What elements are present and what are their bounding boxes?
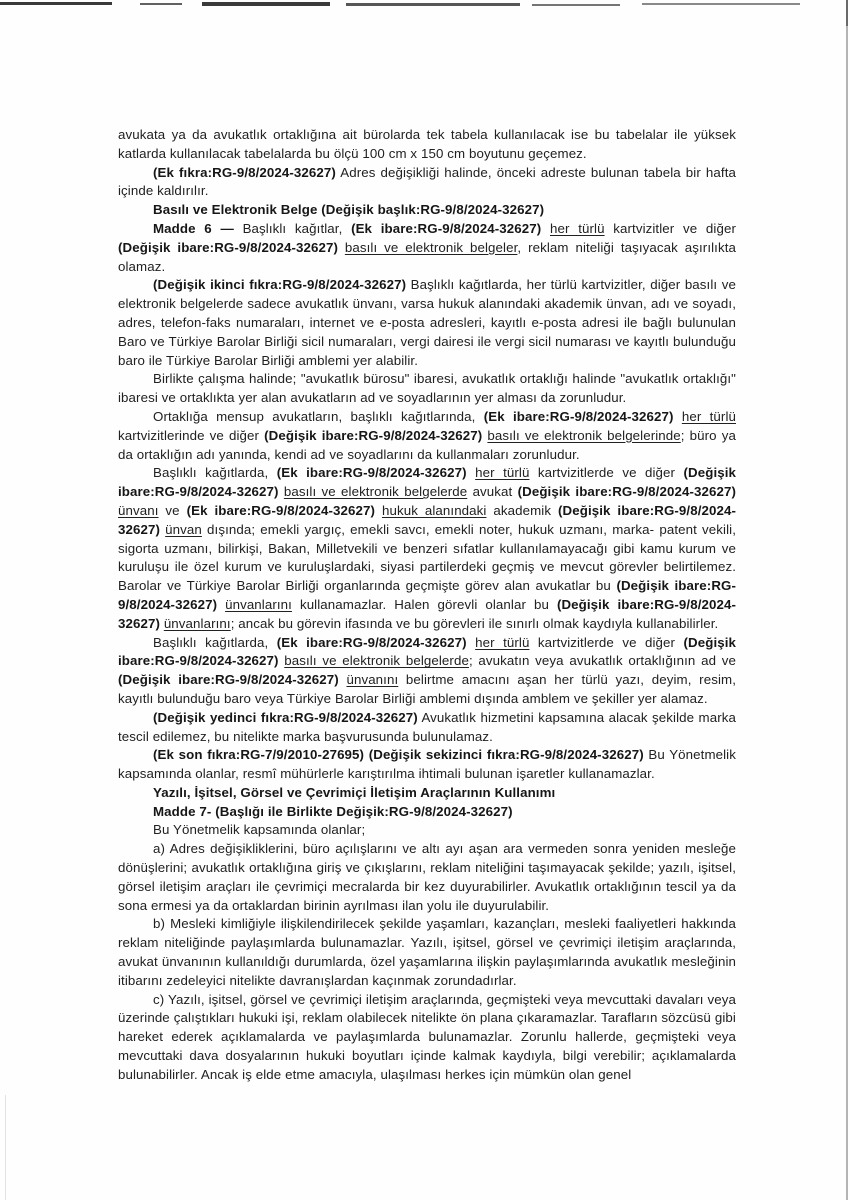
text-run: (Değişik yedinci fıkra:RG-9/8/2024-32627) — [153, 709, 418, 725]
text-run: Basılı ve Elektronik Belge (Değişik başlık:RG-9/8/2024-32627) — [153, 202, 545, 218]
text-run: kartvizitlerde ve diğer — [529, 465, 684, 481]
scan-artifact-left-bottom-edge — [5, 1095, 6, 1200]
scan-artifact-top-dash — [346, 3, 520, 6]
text-run: c) Yazılı, işitsel, görsel ve çevrimiçi iletişim araçlarında, geçmişteki veya mevcuttaki davaları veya üzerinde çalıştıkları hukuki işi, reklam olabilecek nitelikte ön plana çıkaramazlar. Tarafların sözcüsü gibi hareket ederek açıklamalarda ve paylaşımlarda bulunamazlar. Zorunlu hallerde, geçmişteki veya mevcuttaki dava dosyalarının hukuki boyutları içinde kalmak kaydıyla, bilgi verebilir; açıklamalarda bulunabilirler. Ancak iş elde etme amacıyla, ulaşılması herkes için mümkün olan genel — [118, 991, 736, 1082]
text-run — [467, 465, 475, 480]
text-run: kartvizitler ve diğer — [604, 220, 736, 236]
paragraph-ek-son-fikra — [118, 746, 736, 784]
scan-artifact-top-dash — [642, 3, 800, 5]
text-run: Başlıklı kağıtlarda, — [153, 634, 277, 650]
text-run: Bu Yönetmelik kapsamında olanlar; — [153, 822, 366, 838]
text-run: basılı ve elektronik belgeler — [344, 239, 518, 255]
text-run: ünvan — [165, 521, 202, 537]
scan-artifact-top-dash — [140, 3, 182, 5]
scan-artifact-top-dash — [0, 2, 112, 5]
paragraph-baslikli-kagitlarda-amblem — [118, 634, 736, 709]
paragraph-madde-7-b — [118, 915, 736, 990]
scan-artifact-right-edge-top — [846, 0, 848, 26]
text-run — [375, 503, 382, 518]
text-run: Ortaklığa mensup avukatların, başlıklı kağıtlarında, — [153, 408, 484, 424]
text-run: , reklam niteliği taşıyacak aşırılıkta olamaz. — [118, 239, 737, 274]
text-run: ; büro ya da ortaklığın adı yanında, kendi ad ve soyadlarını da kullanmaları zorunludur. — [118, 427, 736, 462]
text-run: Başlıklı kağıtlar, — [242, 220, 352, 236]
text-run: (Ek ibare:RG-9/8/2024-32627) — [276, 634, 467, 650]
text-run — [467, 635, 475, 650]
text-run: hukuk alanındaki — [381, 502, 487, 518]
text-run: ünvanını — [346, 672, 399, 688]
paragraph-madde-7-a — [118, 840, 736, 915]
text-run — [541, 221, 550, 236]
text-run: ünvanlarını — [163, 615, 231, 631]
heading-yazili-isitsel-gorsel — [118, 784, 736, 803]
text-run: (Ek ibare:RG-9/8/2024-32627) — [276, 465, 467, 481]
text-run — [217, 597, 225, 612]
text-run: (Değişik ibare:RG-9/8/2024-32627) — [517, 484, 736, 500]
text-run: her türlü — [550, 220, 605, 236]
paragraph-madde-7-c — [118, 991, 736, 1085]
scan-artifact-right-edge — [846, 0, 848, 1200]
text-run: Yazılı, İşitsel, Görsel ve Çevrimiçi İletişim Araçlarının Kullanımı — [153, 784, 556, 800]
text-run: her türlü — [475, 465, 530, 481]
text-run: avukat — [467, 484, 518, 500]
document-body — [118, 126, 736, 1085]
paragraph-birlikte-calisma — [118, 370, 736, 408]
text-run: Başlıklı kağıtlarda, her türlü kartvizitler, diğer basılı ve elektronik belgelerde sadece avukatlık ünvanı, varsa hukuk alanındaki akademik ünvan, adı ve soyadı, adres, telefon-faks numaraları, internet ve e-posta adresleri, kayıtlı e-posta adresi ile bağlı bulunulan Baro ve Türkiye Barolar Birliği sicil numaraları, vergi dairesi ile vergi sicil numarası ve kayıtlı bulunduğu baro ile Türkiye Barolar Birliği amblemi yer alabilir. — [118, 277, 736, 368]
text-run: (Ek fıkra:RG-9/8/2024-32627) — [153, 164, 336, 180]
text-run: a) Adres değişikliklerini, büro açılışlarını ve altı ayı aşan ara vermeden sonra yeniden mesleğe dönüşlerini; avukatlık ortaklığına giriş ve çıkışlarını, reklam niteliğini taşımayacak şekilde; yazılı, işitsel, görsel iletişim araçları ile çevrimiçi mecralarda bir kez duyurabilirler. Avukatlık ortaklığının tescil ya da sona ermesi ya da ortaklardan birinin ayrılması ilan yolu ile duyurulabilir. — [118, 841, 736, 913]
text-run: Madde 6 — — [153, 220, 243, 236]
text-run: ve — [158, 502, 187, 518]
text-run: (Değişik ibare:RG-9/8/2024-32627) — [118, 465, 737, 500]
text-run: Bu Yönetmelik kapsamında olanlar, resmî mühürlerle karıştırılma ihtimali bulunan işaretler kullanamazlar. — [118, 747, 736, 782]
paragraph-ortakliga-mensup — [118, 408, 736, 464]
text-run: (Değişik ikinci fıkra:RG-9/8/2024-32627) — [153, 277, 407, 293]
text-run: (Değişik ibare:RG-9/8/2024-32627) — [118, 596, 737, 631]
text-run: belirtme amacını aşan her türlü yazı, deyim, resim, kayıtlı bulunduğu baro veya Türkiye Barolar Birliği amblemi dışında amblem ve şekiller yer alamaz. — [118, 672, 736, 706]
text-run — [338, 240, 345, 255]
text-run: kartvizitlerde ve diğer — [529, 634, 684, 650]
paragraph-degisik-yedinci-fikra — [118, 709, 736, 747]
text-run: akademik — [486, 502, 558, 518]
text-run: (Değişik ibare:RG-9/8/2024-32627) — [118, 239, 338, 255]
text-run: ; avukatın veya avukatlık ortaklığının ad ve — [468, 653, 736, 669]
text-run: kullanamazlar. Halen görevli olanlar bu — [291, 596, 557, 612]
text-run: ünvanı — [118, 502, 159, 518]
heading-madde-7 — [118, 803, 736, 822]
paragraph-degisik-ikinci-fikra — [118, 276, 736, 370]
heading-basili-ve-elektronik-belge — [118, 201, 736, 220]
scan-artifact-top-dash — [202, 2, 330, 6]
text-run: (Ek ibare:RG-9/8/2024-32627) — [351, 220, 542, 236]
text-run: Adres değişikliği halinde, önceki adreste bulunan tabela bir hafta içinde kaldırılır. — [118, 164, 736, 199]
text-run: Avukatlık hizmetini kapsamına alacak şekilde marka tescil edilemez, bu nitelikte marka başvurusunda bulunulamaz. — [118, 709, 736, 744]
text-run: (Değişik ibare:RG-9/8/2024-32627) — [118, 578, 736, 612]
text-run: ; ancak bu görevin ifasında ve bu görevleri ile sınırlı olmak kaydıyla kullanabilirler. — [230, 615, 719, 631]
text-run: (Ek ibare:RG-9/8/2024-32627) — [483, 408, 674, 424]
text-run: b) Mesleki kimliğiyle ilişkilendirilecek şekilde yaşamları, kazançları, mesleki faaliyetleri hakkında reklam niteliğinde paylaşımlarda bulunamazlar. Yazılı, işitsel, görsel ve çevrimiçi iletişim araçlarında, avukat ünvanının kullanıldığı durumlarda, özel yaşamlarına ilişkin paylaşımlarında avukatlık mesleğinin itibarını zedeleyici nitelikte davranışlardan kaçınmak zorundadırlar. — [118, 916, 736, 988]
text-run: avukata ya da avukatlık ortaklığına ait bürolarda tek tabela kullanılacak ise bu tabelalar ile yüksek katlarda kullanılacak tabelalarda bu ölçü 100 cm x 150 cm boyutunu geçemez. — [118, 127, 736, 161]
paragraph-bu-yonetmelik-kapsaminda — [118, 821, 736, 840]
text-run: (Ek son fıkra:RG-7/9/2010-27695) (Değişik sekizinci fıkra:RG-9/8/2024-32627) — [153, 747, 644, 763]
text-run: Madde 7- (Başlığı ile Birlikte Değişik:RG-9/8/2024-32627) — [153, 803, 513, 819]
text-run: basılı ve elektronik belgelerinde — [487, 427, 681, 443]
text-run — [674, 409, 682, 424]
text-run: her türlü — [475, 634, 530, 650]
paragraph-ek-fikra-adres — [118, 164, 736, 202]
text-run: ünvanlarını — [225, 596, 292, 612]
text-run: kartvizitlerinde ve diğer — [118, 427, 265, 443]
text-run: (Değişik ibare:RG-9/8/2024-32627) — [118, 634, 737, 669]
text-run: (Değişik ibare:RG-9/8/2024-32627) — [264, 427, 483, 443]
paragraph-baslikli-kagitlarda-unvanlar — [118, 464, 736, 633]
text-run: dışında; emekli yargıç, emekli savcı, emekli noter, hukuk uzmanı, marka- patent vekili, sigorta uzmanı, bilirkişi, Bakan, Milletvekili ve benzeri sıfatlar kullanılamayacağı gibi kamu kurum ve kuruluşu ile özel kurum ve kuruluşlardaki, siyasi partilerdeki geçmiş ve mevcut görevler belirtilemez. Barolar ve Türkiye Barolar Birliği organlarında geçmişte görev alan avukatlar bu — [118, 521, 736, 594]
paragraph-continuation-tabela — [118, 126, 736, 164]
text-run: Başlıklı kağıtlarda, — [153, 465, 277, 481]
text-run: (Ek ibare:RG-9/8/2024-32627) — [186, 502, 376, 518]
text-run: basılı ve elektronik belgelerde — [283, 484, 468, 500]
scan-artifact-top-dash — [532, 4, 620, 6]
text-run: Birlikte çalışma halinde; "avukatlık bürosu" ibaresi, avukatlık ortaklığı halinde "avukatlık ortaklığı" ibaresi ve ortaklıkta yer alan avukatların ad ve soyadlarının yer alması da zorunludur. — [118, 371, 736, 406]
text-run: (Değişik ibare:RG-9/8/2024-32627) — [118, 502, 736, 537]
paragraph-madde-6 — [118, 220, 736, 276]
text-run: (Değişik ibare:RG-9/8/2024-32627) — [118, 672, 339, 688]
text-run: her türlü — [681, 408, 737, 424]
text-run: basılı ve elektronik belgelerde — [284, 653, 469, 669]
